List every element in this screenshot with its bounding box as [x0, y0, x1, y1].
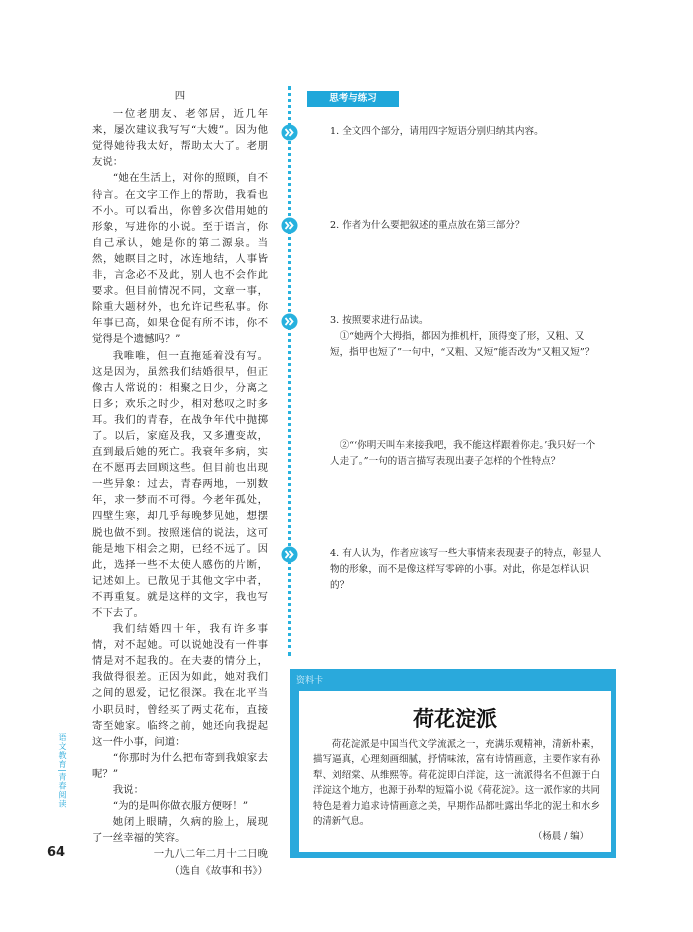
info-card-credit: （杨晨 / 编） — [533, 831, 589, 842]
question-3 — [330, 313, 602, 361]
essay-paragraph: 我说： — [112, 784, 144, 797]
question-2 — [330, 218, 602, 234]
side-brand: 语文教育|青春阅读 — [58, 733, 67, 809]
essay-paragraph: 我唯唯，但一直拖延着没有写。这是因为，虽然我们结婚很早，但正像古人常说的：相聚之日少，分离之日多；欢乐之时少，相对愁叹之时多耳。我们的青春，在战争年代中抛掷了。以后，家庭及我，又多遭变故，直到最后她的死亡。我衰年多病，实在不愿再去回顾这些。但目前也出现一些异象：过去，青春两地，一别数年，求一梦而不可得。今老年孤处，四壁生寒，却几乎每晚梦见她，想摆脱也做不到。按照迷信的说法，这可能是地下相会之期，已经不远了。因此，选择一些不太使人感伤的片断，记述如上。已散见于其他文字中者，不再重复。就是这样的文字，我也写不下去了。 — [92, 349, 268, 619]
essay-source: （选自《故事和书》） — [169, 864, 268, 877]
essay-date: 一九八二年二月十二日晚 — [153, 848, 268, 861]
exercises-header: 思考与练习 — [307, 91, 399, 107]
chevron-right-icon — [281, 124, 298, 141]
essay-paragraph: 她闭上眼睛，久病的脸上，展现了一丝幸福的笑容。 — [92, 816, 268, 845]
info-card-title: 荷花淀派 — [413, 706, 497, 731]
essay-paragraph: “为的是叫你做衣服方便呀！” — [112, 800, 249, 813]
chevron-right-icon — [281, 217, 298, 234]
question-subitem: ①“她两个大拇指，都因为推机杆，顶得变了形，又粗、又短，指甲也短了”一句中，“又粗、又短”能否改为“又粗又短”？ — [330, 331, 595, 358]
info-card-tag: 资料卡 — [296, 676, 324, 686]
question-subitem: ②“‘你明天叫车来接我吧，我不能这样跟着你走。’我只好一个人走了。”一句的语言描写表现出妻子怎样的个性特点？ — [330, 440, 596, 467]
essay-paragraph: 一位老朋友、老邻居，近几年来，屡次建议我写写“大嫂”。因为他觉得她待我太好，帮助太大了。老朋友说： — [92, 108, 268, 169]
question-text: 2. 作者为什么要把叙述的重点放在第三部分？ — [330, 220, 525, 231]
chevron-right-icon — [281, 546, 298, 563]
essay-paragraph: “她在生活上，对你的照顾，自不待言。在文字工作上的帮助，我看也不小。可以看出，你曾多次借用她的形象，写进你的小说。至于语言，你自己承认，她是你的第二源泉。当然，她瞑目之时，冰连地结，人事皆非，言念必不及此，别人也不会作此要求。但目前情况不同，文章一事，除重大题材外，也允许记些私事。你年事已高，如果仓促有所不讳，你不觉得是个遗憾吗？” — [92, 172, 268, 346]
question-1 — [330, 124, 602, 140]
section-number: 四 — [174, 90, 186, 102]
dotted-divider — [288, 86, 291, 656]
page-number: 64 — [47, 845, 66, 860]
chevron-right-icon — [281, 313, 298, 330]
info-card-content — [299, 691, 611, 852]
question-text: 3. 按照要求进行品读。 — [330, 315, 429, 326]
essay-paragraph: 我们结婚四十年，我有许多事情，对不起她。可以说她没有一件事情是对不起我的。在夫妻的情分上，我做得很差。正因为如此，她对我们之间的恩爱，记忆很深。我在北平当小职员时，曾经买了两丈花布，直接寄至她家。临终之前，她还向我提起这一件小事，问道： — [92, 623, 268, 748]
question-text: 4. 有人认为，作者应该写一些大事情来表现妻子的特点，彰显人物的形象，而不是像这样写零碎的小事。对此，你是怎样认识的？ — [330, 548, 602, 591]
question-4 — [330, 546, 602, 594]
question-3-part-2 — [330, 438, 602, 470]
essay-text-column — [92, 88, 268, 879]
essay-paragraph: “你那时为什么把布寄到我娘家去呢？” — [92, 751, 268, 780]
question-text: 1. 全文四个部分，请用四字短语分别归纳其内容。 — [330, 126, 544, 137]
info-card — [290, 669, 616, 858]
info-card-body: 荷花淀派是中国当代文学流派之一，充满乐观精神，清新朴素，描写逼真，心理刻画细腻，抒情味浓，富有诗情画意，主要作家有孙犁、刘绍棠、从维熙等。荷花淀即白洋淀，这一流派得名不但源于白洋淀这个地方，也源于孙犁的短篇小说《荷花淀》。这一派作家的共同特色是着力追求诗情画意之美，早期作品都吐露出华北的泥土和水乡的清新气息。 — [313, 739, 600, 828]
